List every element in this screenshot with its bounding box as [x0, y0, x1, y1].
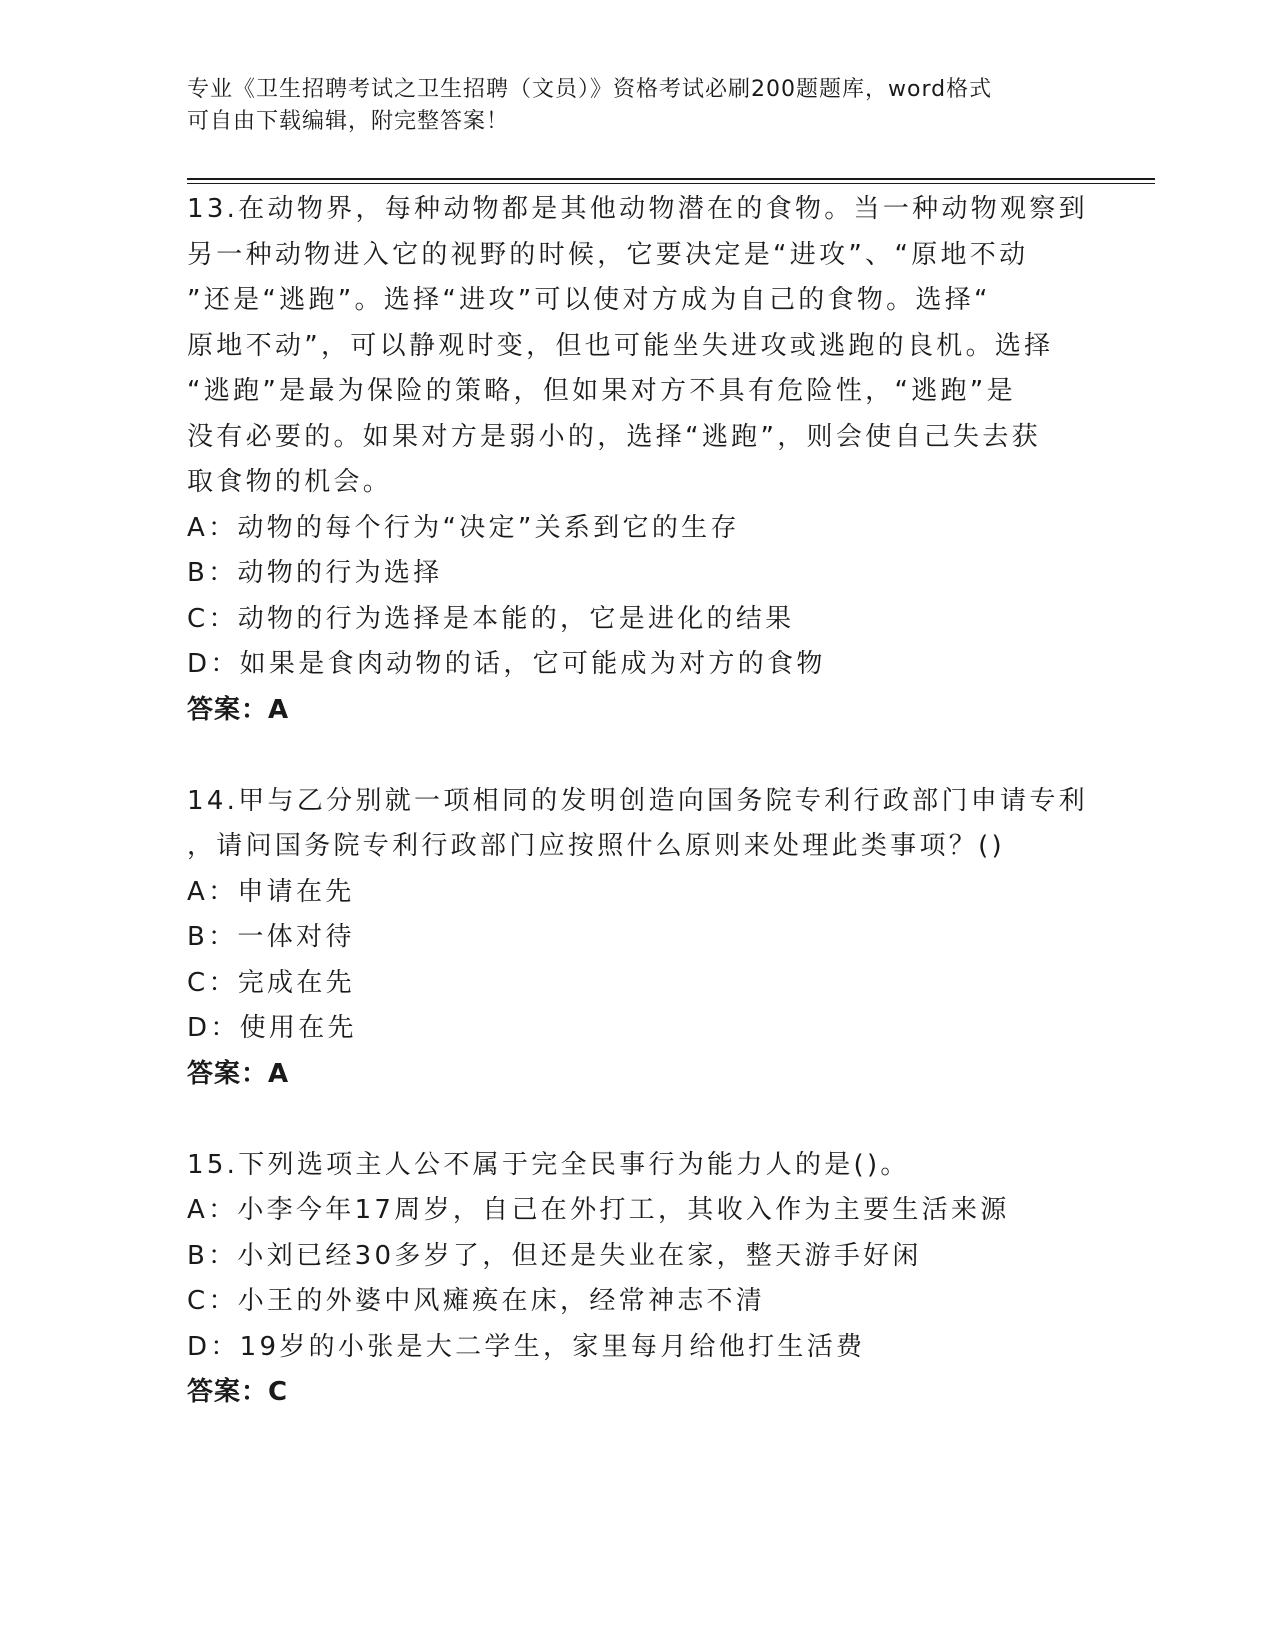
question-13 — [187, 187, 1087, 733]
option-d: D：19岁的小张是大二学生，家里每月给他打生活费 — [187, 1331, 866, 1362]
option-a: A：动物的每个行为“决定”关系到它的生存 — [187, 512, 740, 543]
question-stem-line: “逃跑”是最为保险的策略，但如果对方不具有危险性，“逃跑”是 — [187, 376, 1016, 406]
header-line-2: 可自由下载编辑，附完整答案！ — [187, 109, 510, 134]
answer-line: 答案：C — [187, 1377, 289, 1407]
question-stem-line: 13.在动物界，每种动物都是其他动物潜在的食物。当一种动物观察到 — [187, 194, 1088, 224]
header-rule-thick — [187, 178, 1155, 180]
header-rule-thin — [187, 183, 1155, 184]
option-d: D：使用在先 — [187, 1013, 357, 1043]
option-b: B：一体对待 — [187, 922, 355, 952]
question-spacer — [187, 733, 1087, 779]
option-b: B：动物的行为选择 — [187, 558, 443, 588]
question-stem-line: 没有必要的。如果对方是弱小的，选择“逃跑”，则会使自己失去获 — [187, 421, 1041, 452]
option-c: C：小王的外婆中风瘫痪在床，经常神志不清 — [187, 1286, 766, 1316]
option-d: D：如果是食肉动物的话，它可能成为对方的食物 — [187, 649, 826, 679]
question-14 — [187, 779, 1087, 1098]
answer-line: 答案：A — [187, 1058, 290, 1089]
option-c: C：完成在先 — [187, 967, 355, 998]
question-stem-line: ，请问国务院专利行政部门应按照什么原则来处理此类事项？() — [187, 831, 1005, 861]
question-list — [187, 187, 1087, 1416]
option-a: A：申请在先 — [187, 876, 355, 907]
question-spacer — [187, 1097, 1087, 1143]
question-stem-line: 15.下列选项主人公不属于完全民事行为能力人的是()。 — [187, 1149, 910, 1180]
answer-line: 答案：A — [187, 694, 290, 725]
option-c: C：动物的行为选择是本能的，它是进化的结果 — [187, 603, 795, 634]
option-b: B：小刘已经30多岁了，但还是失业在家，整天游手好闲 — [187, 1240, 922, 1271]
question-15 — [187, 1143, 1087, 1416]
header-line-1: 专业《卫生招聘考试之卫生招聘（文员）》资格考试必刷200题题库，word格式 — [187, 77, 993, 102]
question-stem-line: 另一种动物进入它的视野的时候，它要决定是“进攻”、“原地不动 — [187, 239, 1029, 270]
question-stem-line: 取食物的机会。 — [187, 467, 393, 497]
option-a: A：小李今年17周岁，自己在外打工，其收入作为主要生活来源 — [187, 1195, 1010, 1225]
page-header — [187, 74, 1067, 138]
question-stem-line: 14.甲与乙分别就一项相同的发明创造向国务院专利行政部门申请专利 — [187, 785, 1088, 816]
question-stem-line: 原地不动”，可以静观时变，但也可能坐失进攻或逃跑的良机。选择 — [187, 330, 1054, 361]
question-stem-line: ”还是“逃跑”。选择“进攻”可以使对方成为自己的食物。选择“ — [187, 285, 991, 315]
